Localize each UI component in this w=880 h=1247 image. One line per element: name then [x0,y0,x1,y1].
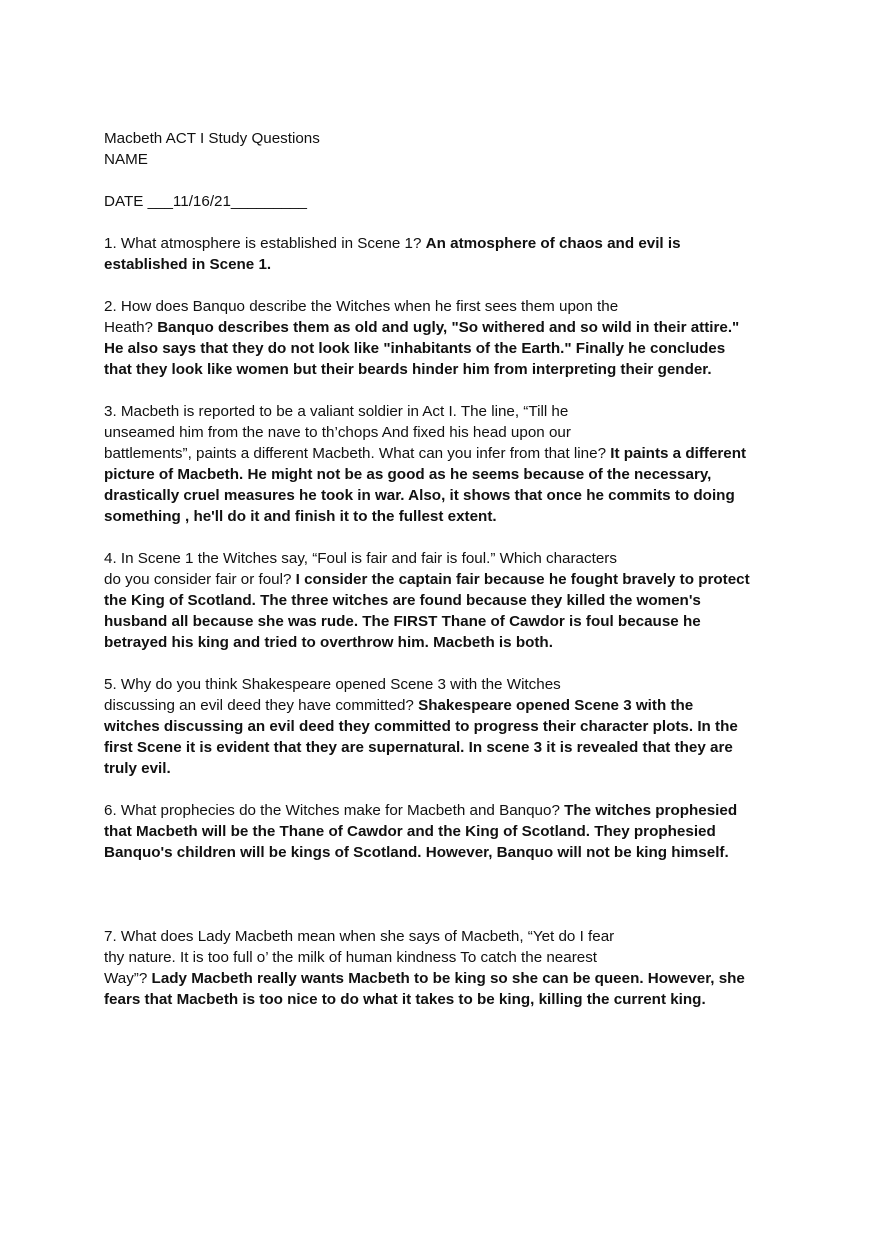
question-line: 7. What does Lady Macbeth mean when she says of Macbeth, “Yet do I fear [104,928,615,945]
question-4 [104,548,784,653]
question-line: Heath? Banquo describes them as old and ugly, "So withered and so wild in their attire." [104,319,740,336]
question-line: 3. Macbeth is reported to be a valiant soldier in Act I. The line, “Till he [104,403,569,420]
answer-line: first Scene it is evident that they are supernatural. In scene 3 it is revealed that they are [104,739,733,756]
answer-line: the King of Scotland. The three witches are found because they killed the women's [104,592,701,609]
spacer [104,863,784,926]
document-page [104,128,784,1010]
question-3 [104,401,784,527]
answer-line: that Macbeth will be the Thane of Cawdor and the King of Scotland. They prophesied [104,823,716,840]
spacer [104,212,784,233]
question-line: 6. What prophecies do the Witches make for Macbeth and Banquo? The witches prophesied [104,802,738,819]
question-line: Way”? Lady Macbeth really wants Macbeth to be king so she can be queen. However, she [104,970,745,987]
answer-line: that they look like women but their beards hinder him from interpreting their gender. [104,361,712,378]
answer-text: I consider the captain fair because he fought bravely to protect [295,571,750,588]
spacer [104,380,784,401]
answer-line: drastically cruel measures he took in war. Also, it shows that once he commits to doing [104,487,735,504]
answer-line: truly evil. [104,760,171,777]
question-5 [104,674,784,779]
answer-text: It paints a different [610,445,747,462]
answer-line: He also says that they do not look like "inhabitants of the Earth." Finally he concludes [104,340,726,357]
question-line: 5. Why do you think Shakespeare opened Scene 3 with the Witches [104,676,561,693]
answer-text: Shakespeare opened Scene 3 with the [418,697,694,714]
question-line: thy nature. It is too full o’ the milk of human kindness To catch the nearest [104,949,598,966]
answer-line: Banquo's children will be kings of Scotland. However, Banquo will not be king himself. [104,844,729,861]
document-title: Macbeth ACT I Study Questions [104,130,320,147]
answer-line: established in Scene 1. [104,256,272,273]
question-2 [104,296,784,380]
answer-line: picture of Macbeth. He might not be as good as he seems because of the necessary, [104,466,712,483]
question-line: 4. In Scene 1 the Witches say, “Foul is fair and fair is foul.” Which characters [104,550,617,567]
question-line: do you consider fair or foul? I consider the captain fair because he fought bravely to protect [104,571,750,588]
question-line: 2. How does Banquo describe the Witches when he first sees them upon the [104,298,619,315]
question-1 [104,233,784,275]
spacer [104,779,784,800]
name-label: NAME [104,151,148,168]
answer-line: fears that Macbeth is too nice to do what it takes to be king, killing the current king. [104,991,706,1008]
question-line: battlements”, paints a different Macbeth. What can you infer from that line? It paints a different [104,445,747,462]
answer-line: husband all because she was rude. The FIRST Thane of Cawdor is foul because he [104,613,701,630]
answer-text: An atmosphere of chaos and evil is [425,235,681,252]
spacer [104,527,784,548]
question-line: discussing an evil deed they have committed? Shakespeare opened Scene 3 with the [104,697,694,714]
answer-text: Banquo describes them as old and ugly, "So withered and so wild in their attire." [157,319,740,336]
question-line: unseamed him from the nave to th’chops And fixed his head upon our [104,424,571,441]
answer-line: something , he'll do it and finish it to the fullest extent. [104,508,497,525]
question-7 [104,926,784,1010]
spacer [104,275,784,296]
spacer [104,170,784,191]
answer-line: witches discussing an evil deed they committed to progress their character plots. In the [104,718,738,735]
question-line: 1. What atmosphere is established in Scene 1? An atmosphere of chaos and evil is [104,235,681,252]
answer-line: betrayed his king and tried to overthrow him. Macbeth is both. [104,634,553,651]
answer-text: The witches prophesied [564,802,738,819]
date-label: DATE ___11/16/21_________ [104,193,307,210]
answer-text: Lady Macbeth really wants Macbeth to be king so she can be queen. However, she [151,970,745,987]
spacer [104,653,784,674]
question-6 [104,800,784,863]
